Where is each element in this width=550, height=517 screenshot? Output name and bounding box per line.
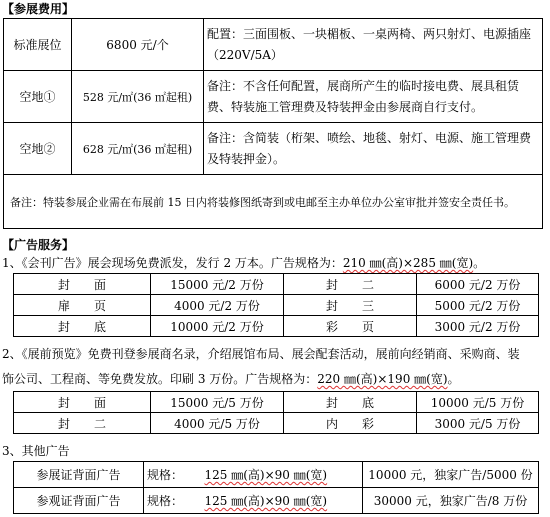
ad-spec: [202, 462, 363, 488]
ad-position: 内 彩: [284, 413, 417, 434]
fee-row-space-1: [4, 71, 543, 123]
section-title-ads: 【广告服务】: [2, 238, 75, 252]
ad-price: 3000 元/5 万份: [417, 413, 539, 434]
fee-note-row: [4, 175, 543, 229]
catalog-ad-intro: [2, 254, 485, 271]
preview-ad-suffix: 。: [447, 372, 460, 386]
booth-type: 空地②: [4, 123, 72, 175]
ad-price: 3000 元/2 万份: [417, 316, 539, 337]
booth-type: 空地①: [4, 71, 72, 123]
ad-price: 10000 元，独家广告/5000 份: [363, 462, 539, 488]
catalog-ad-text: 1、《会刊广告》展会现场免费派发，发行 2 万本。广告规格为：: [2, 256, 343, 270]
ad-price: 6000 元/2 万份: [417, 274, 539, 295]
price-per-sqm: 628 元/㎡: [82, 142, 134, 156]
ad-price: 30000 元，独家广告/8 万份: [363, 488, 539, 514]
table-row: [14, 316, 539, 337]
ad-spec-label: 规格：: [144, 462, 202, 488]
ad-price: 5000 元/2 万份: [417, 295, 539, 316]
booth-price: 6800 元/个: [72, 19, 204, 71]
table-row: [14, 462, 539, 488]
preview-ad-text: 饰公司、工程商、等免费发放。印刷 3 万份。广告规格为：: [2, 372, 318, 386]
ad-position: 扉 页: [14, 295, 151, 316]
ad-price: 4000 元/5 万份: [151, 413, 284, 434]
ad-position: 封 面: [14, 392, 151, 413]
table-row: [14, 413, 539, 434]
ad-spec: [202, 488, 363, 514]
booth-desc: 备注：含简装（桁架、喷绘、地毯、射灯、电源、施工管理费及特装押金）。: [204, 123, 543, 175]
min-rent: (36 ㎡起租): [133, 142, 193, 156]
ad-position: 彩 页: [284, 316, 417, 337]
booth-desc: 备注：不含任何配置，展商所产生的临时接电费、展具租赁费、特装施工管理费及特装押金由参展商自行支付。: [204, 71, 543, 123]
ad-position: 封 三: [284, 295, 417, 316]
ad-spec-value: 125 ㎜(高)×90 ㎜(宽): [204, 468, 328, 482]
ad-item: 参展证背面广告: [14, 462, 144, 488]
booth-desc: 配置：三面围板、一块楣板、一桌两椅、两只射灯、电源插座（220V/5A）: [204, 19, 543, 71]
table-row: [14, 392, 539, 413]
ad-spec-label: 规格：: [144, 488, 202, 514]
preview-ad-table: [13, 391, 539, 434]
preview-ad-spec: 220 ㎜(高)×190 ㎜(宽): [317, 372, 448, 386]
ad-position: 封 面: [14, 274, 151, 295]
booth-price: [72, 123, 204, 175]
ad-item: 参观证背面广告: [14, 488, 144, 514]
catalog-ad-table: [13, 273, 539, 337]
min-rent: (36 ㎡起租): [133, 90, 193, 104]
preview-ad-line1: 2、《展前预览》免费刊登参展商名录，介绍展馆布局、展会配套活动，展前向经销商、采购商、装: [2, 347, 520, 361]
ad-position: 封 底: [284, 392, 417, 413]
preview-ad-line2: [2, 370, 460, 387]
fees-table: [3, 18, 543, 229]
table-row: [14, 274, 539, 295]
ad-position: 封 二: [284, 274, 417, 295]
ad-price: 15000 元/5 万份: [151, 392, 284, 413]
other-ads-table: [13, 461, 539, 514]
booth-price: [72, 71, 204, 123]
table-row: [14, 488, 539, 514]
ad-position: 封 底: [14, 316, 151, 337]
booth-type: 标准展位: [4, 19, 72, 71]
fee-row-standard: [4, 19, 543, 71]
fee-row-space-2: [4, 123, 543, 175]
fee-note: 备注：特装参展企业需在布展前 15 日内将装修图纸寄到或电邮至主办单位办公室审批并签安全责任书。: [4, 175, 543, 229]
section-title-fees: 【参展费用】: [2, 2, 75, 16]
ad-spec-value: 125 ㎜(高)×90 ㎜(宽): [204, 494, 328, 508]
ad-price: 15000 元/2 万份: [151, 274, 284, 295]
ad-position: 封 二: [14, 413, 151, 434]
ad-price: 4000 元/2 万份: [151, 295, 284, 316]
ad-price: 10000 元/2 万份: [151, 316, 284, 337]
table-row: [14, 295, 539, 316]
ad-price: 10000 元/5 万份: [417, 392, 539, 413]
catalog-ad-suffix: 。: [473, 256, 486, 270]
price-per-sqm: 528 元/㎡: [82, 90, 134, 104]
other-ads-heading: 3、其他广告: [2, 444, 70, 458]
catalog-ad-spec: 210 ㎜(高)×285 ㎜(宽): [342, 256, 474, 270]
